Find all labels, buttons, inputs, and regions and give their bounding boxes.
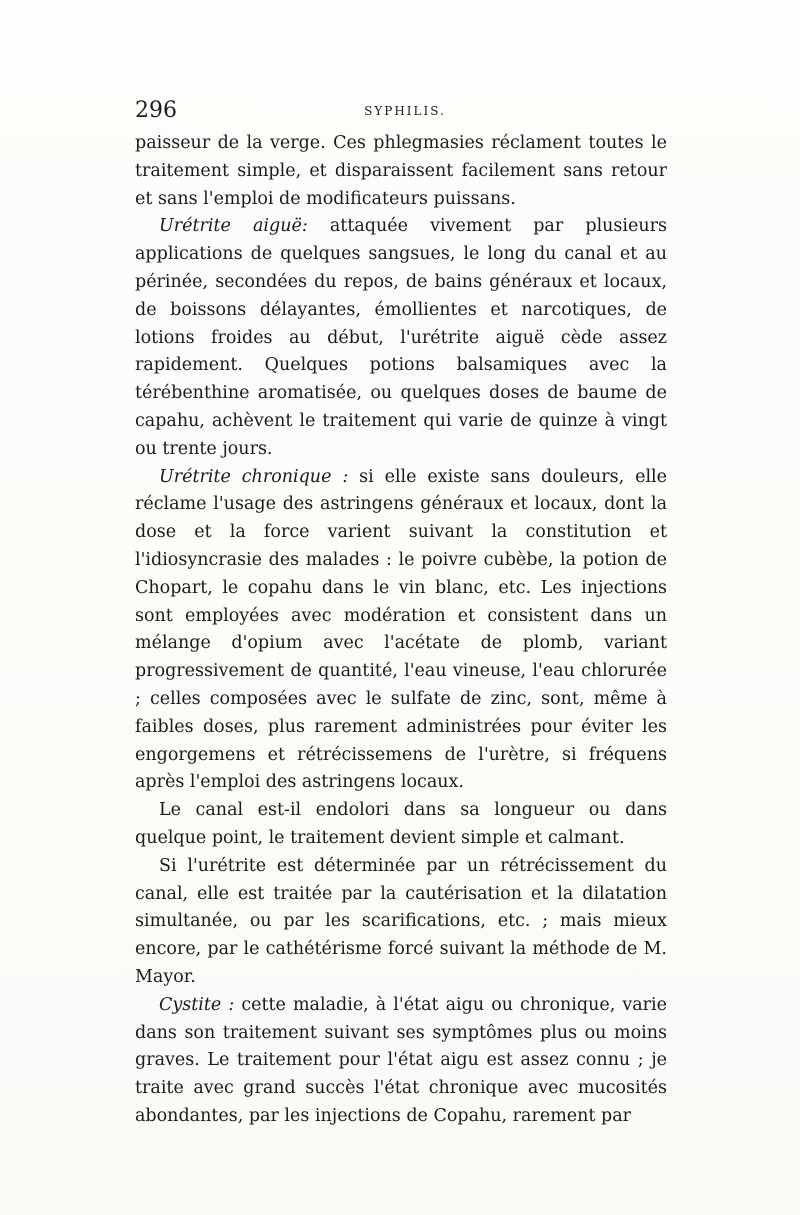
paragraph-retrecissement — [135, 853, 667, 992]
page-number: 296 — [135, 98, 177, 123]
paragraph-cystite-text: cette maladie, à l'état aigu ou chronique, varie dans son traitement suivant ses symptômes plus ou moins graves. Le traitement pour l'état aigu est assez connu ; je traite avec grand succès l'état chronique avec mucosités abondantes, par les injections de Copahu, rarement par — [135, 994, 667, 1126]
paragraph-retrecissement-text: Si l'urétrite est déterminée par un rétrécissement du canal, elle est traitée par la cautérisation et la dilatation simultanée, ou par les scarifications, etc. ; mais mieux encore, par le cathétérisme forcé suivant la méthode de M. Mayor. — [135, 855, 667, 987]
page-header — [135, 98, 675, 128]
paragraph-uretrite-aigue — [135, 213, 667, 463]
paragraph-uretrite-chronique-text: si elle existe sans douleurs, elle réclame l'usage des astringens généraux et locaux, dont la dose et la force varient suivant la constitution et l'idiosyncrasie des malades : le poivre cubèbe, la potion de Chopart, le copahu dans le vin blanc, etc. Les injections sont employées avec modération et consistent dans un mélange d'opium avec l'acétate de plomb, variant progressivement de quantité, l'eau vineuse, l'eau chlorurée ; celles composées avec le sulfate de zinc, sont, même à faibles doses, plus rarement administrées pour éviter les engorgemens et rétrécissemens de l'urètre, si fréquens après l'emploi des astringens locaux. — [135, 466, 667, 793]
paragraph-1 — [135, 130, 667, 213]
body-text — [135, 130, 667, 1131]
term-uretrite-aigue: Urétrite aiguë: — [159, 216, 308, 237]
term-uretrite-chronique: Urétrite chronique : — [159, 466, 349, 487]
paragraph-canal-endolori — [135, 797, 667, 853]
paragraph-uretrite-aigue-text: attaquée vivement par plusieurs applications de quelques sangsues, le long du canal et au périnée, secondées du repos, de bains généraux et locaux, de boissons délayantes, émollientes et narcotiques, de lotions froides au début, l'urétrite aiguë cède assez rapidement. Quelques potions balsamiques avec la térébenthine aromatisée, ou quelques doses de baume de capahu, achèvent le traitement qui varie de quinze à vingt ou trente jours. — [135, 216, 667, 459]
paragraph-1-text: paisseur de la verge. Ces phlegmasies réclament toutes le traitement simple, et disparaissent facilement sans retour et sans l'emploi de modificateurs puissans. — [135, 133, 667, 209]
paragraph-uretrite-chronique — [135, 464, 667, 798]
paragraph-cystite — [135, 992, 667, 1131]
paragraph-canal-endolori-text: Le canal est-il endolori dans sa longueur ou dans quelque point, le traitement devient simple et calmant. — [135, 800, 667, 848]
term-cystite: Cystite : — [159, 994, 235, 1015]
running-head: SYPHILIS. — [364, 104, 446, 118]
